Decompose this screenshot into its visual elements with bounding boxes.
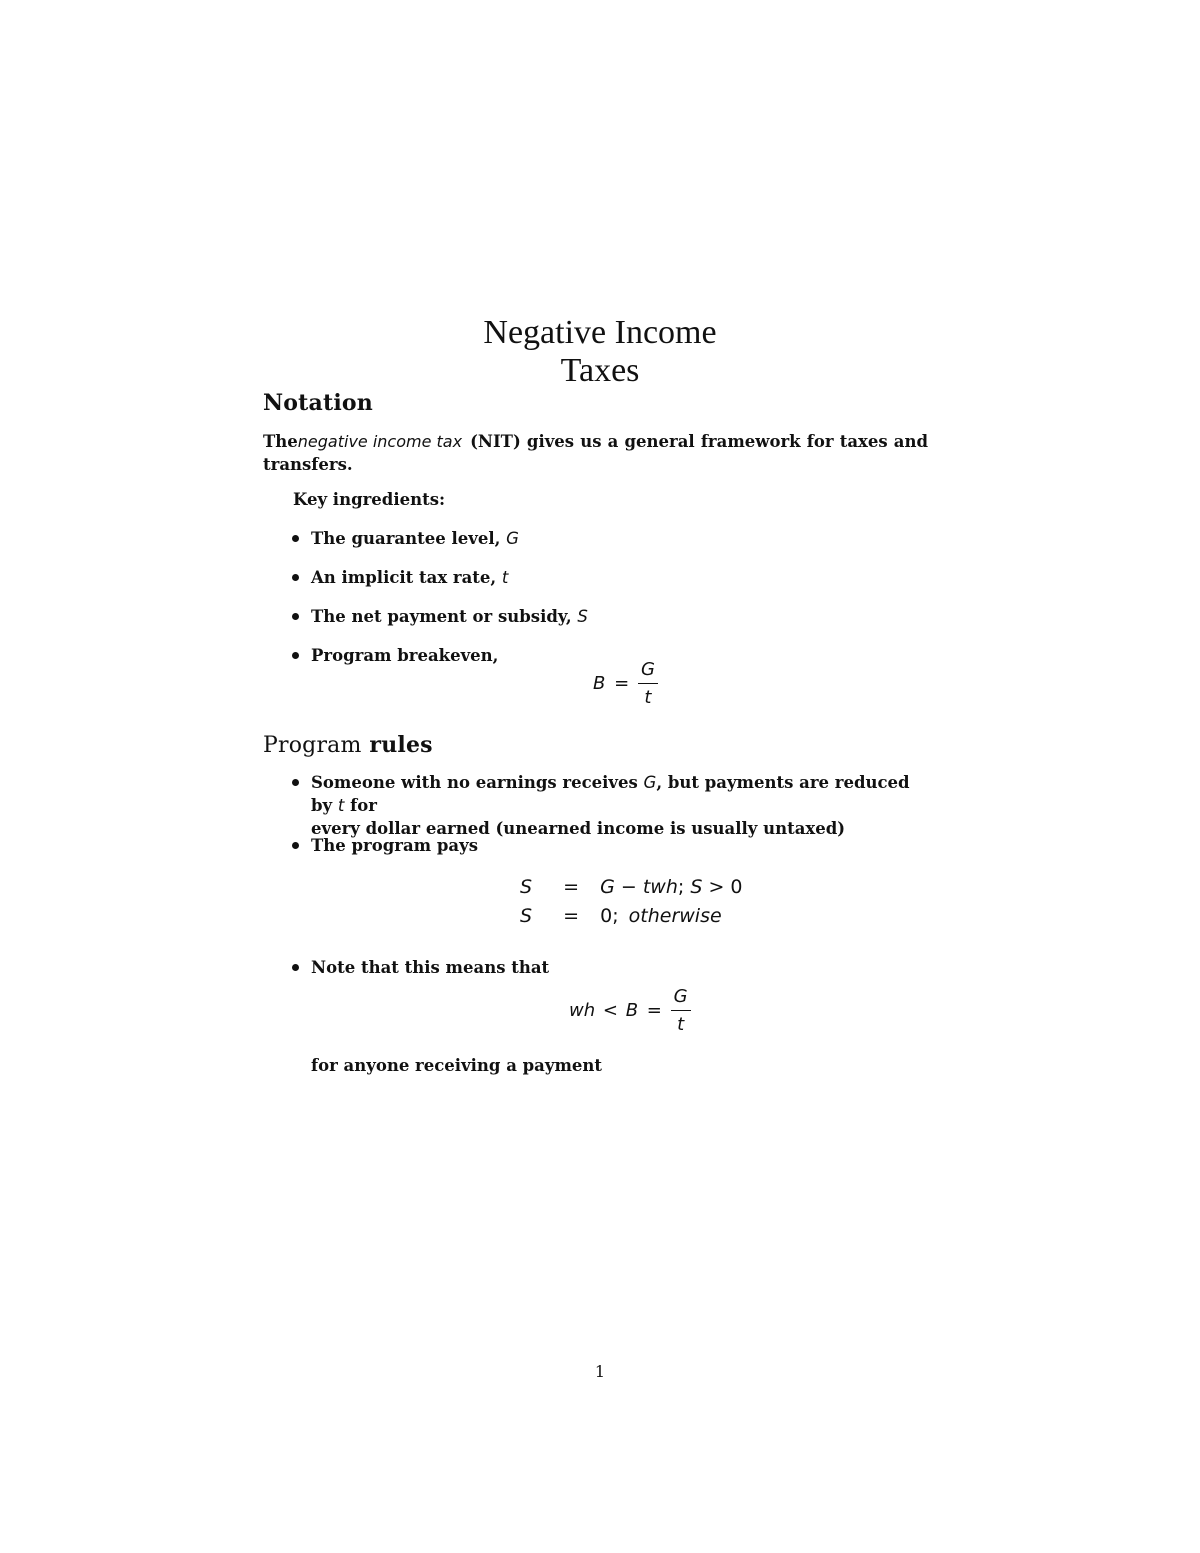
closing-text: for anyone receiving a payment — [311, 1056, 603, 1075]
list-item-guarantee: The guarantee level, G — [311, 529, 519, 548]
intro-pre: The — [263, 432, 298, 451]
page-title-line1: Negative Income — [483, 314, 717, 351]
intro-line2: transfers. — [263, 455, 353, 474]
breakeven-equation: B = $\frac{G}{t}$ — [593, 660, 658, 708]
intro-post: (NIT) gives us a general framework for taxes and — [470, 432, 928, 451]
bullet-icon — [292, 613, 299, 620]
page-title-line2: Taxes — [560, 352, 640, 389]
payment-equation-row2: S = 0; otherwise — [520, 905, 722, 927]
key-ingredients-label: Key ingredients: — [293, 490, 446, 509]
payment-equation-row1: S = G − twh; S > 0 — [520, 876, 743, 898]
program-rules-heading: Program rules — [263, 732, 433, 758]
bullet-icon — [292, 652, 299, 659]
list-item-breakeven: Program breakeven, — [311, 646, 499, 665]
notation-heading: Notation — [263, 390, 373, 416]
list-item-subsidy: The net payment or subsidy, S — [311, 607, 588, 626]
breakeven-fraction: $\frac{G}{t}$ — [638, 660, 658, 708]
bullet-icon — [292, 574, 299, 581]
intro-emphasis: negative income tax — [297, 432, 463, 451]
list-item-note: Note that this means that — [311, 958, 550, 977]
page-number: 1 — [594, 1362, 606, 1381]
inequality-fraction: $\frac{G}{t}$ — [671, 987, 691, 1035]
bullet-icon — [292, 842, 299, 849]
list-item-tax-rate: An implicit tax rate, t — [311, 568, 509, 587]
notation-intro — [263, 430, 928, 476]
bullet-icon — [292, 779, 299, 786]
breakeven-inequality: wh < B = $\frac{G}{t}$ — [569, 987, 691, 1035]
list-item-program-pays: The program pays — [311, 836, 478, 855]
bullet-icon — [292, 964, 299, 971]
list-item-rule-earnings: Someone with no earnings receives G, but payments are reduced by t for every dollar earned (unearned income is usually untaxed) — [311, 773, 910, 838]
bullet-icon — [292, 535, 299, 542]
